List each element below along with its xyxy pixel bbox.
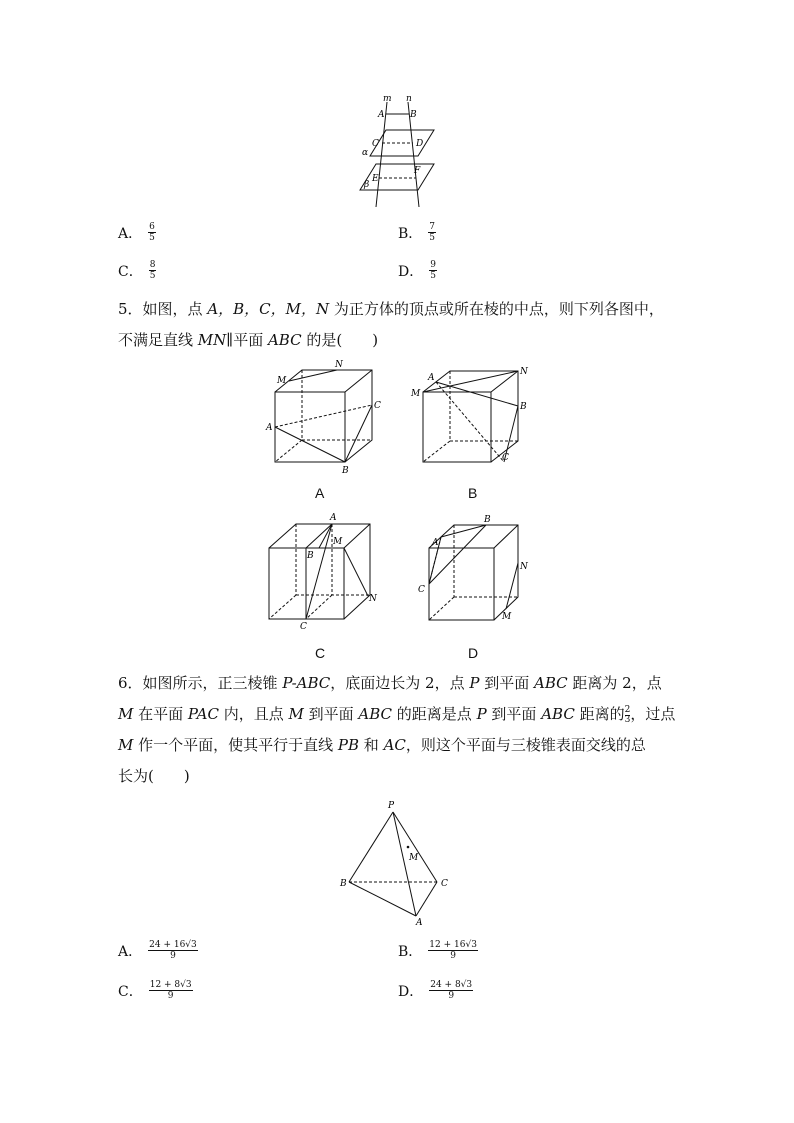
option-fraction: $\frac{24 + 8√3}{9}$ bbox=[430, 980, 473, 1001]
q5-cube-c bbox=[260, 510, 390, 635]
q4-label-B: B bbox=[410, 110, 417, 120]
option-fraction: $\frac{6}{5}$ bbox=[149, 222, 155, 243]
q6-tetrahedron bbox=[335, 798, 460, 928]
q5-line1: 5．如图，点 A，B，C，M，N 为正方体的顶点或所在棱的中点，则下列各图中， bbox=[118, 300, 664, 318]
q5-caption-b: B bbox=[468, 485, 478, 501]
q5a-label-A: A bbox=[266, 423, 273, 433]
q4-label-alpha: α bbox=[362, 148, 369, 158]
option-fraction: $\frac{12 + 16√3}{9}$ bbox=[429, 940, 477, 961]
q4-label-beta: β bbox=[364, 180, 370, 190]
q5b-label-C: C bbox=[502, 453, 509, 463]
fraction-two-thirds: $\frac{2}{3}$ bbox=[624, 704, 631, 725]
option-fraction: $\frac{12 + 8√3}{9}$ bbox=[149, 980, 192, 1001]
q6-label-A: A bbox=[416, 918, 423, 928]
option-fraction: $\frac{7}{5}$ bbox=[429, 222, 436, 243]
q4-option-c[interactable] bbox=[118, 260, 156, 281]
q5c-label-N: N bbox=[369, 594, 377, 604]
q5b-label-B: B bbox=[520, 402, 527, 412]
q5b-label-A: A bbox=[428, 373, 435, 383]
q6-option-a[interactable] bbox=[118, 940, 198, 961]
option-letter: D． bbox=[398, 983, 424, 1000]
q5-cube-d bbox=[412, 515, 537, 630]
q4-label-E: E bbox=[372, 174, 379, 184]
option-letter: C． bbox=[118, 983, 143, 1000]
q5a-label-C: C bbox=[374, 401, 381, 411]
q5d-label-B: B bbox=[484, 515, 491, 525]
q6-line1: 6．如图所示，正三棱锥 P-ABC，底面边长为 2，点 P 到平面 ABC 距离为 2，点 bbox=[118, 674, 662, 692]
q5c-label-M: M bbox=[333, 537, 343, 547]
option-fraction: $\frac{24 + 16√3}{9}$ bbox=[149, 940, 197, 961]
q4-label-C: C bbox=[372, 139, 379, 149]
q5-caption-d: D bbox=[468, 645, 479, 661]
q4-option-d[interactable] bbox=[398, 260, 437, 281]
q6-label-M: M bbox=[409, 853, 419, 863]
q5a-label-M: M bbox=[277, 376, 287, 386]
q5c-label-C: C bbox=[300, 622, 307, 632]
q5b-label-N: N bbox=[520, 367, 528, 377]
q5-cube-b bbox=[408, 360, 533, 480]
q5-cube-a bbox=[262, 358, 387, 478]
option-letter: D． bbox=[398, 263, 424, 280]
q6-stem bbox=[118, 668, 678, 792]
q5c-label-B: B bbox=[307, 551, 314, 561]
q4-label-D: D bbox=[416, 139, 424, 149]
q5a-label-N: N bbox=[335, 360, 343, 370]
q4-label-A: A bbox=[378, 110, 385, 120]
q5d-label-C: C bbox=[418, 585, 425, 595]
q4-label-F: F bbox=[414, 166, 421, 176]
q4-figure bbox=[350, 92, 445, 210]
q6-line4: 长为( ) bbox=[118, 767, 190, 785]
q5b-label-M: M bbox=[411, 389, 421, 399]
option-letter: A． bbox=[118, 225, 143, 242]
q4-label-m: m bbox=[383, 94, 392, 104]
option-letter: C． bbox=[118, 263, 143, 280]
q6-option-b[interactable] bbox=[398, 940, 478, 961]
q5d-label-A: A bbox=[432, 538, 439, 548]
q6-line2: M 在平面 PAC 内，且点 M 到平面 ABC 的距离是点 P 到平面 ABC 距离的 $\frac{2}{3}$ ，过点 bbox=[118, 704, 676, 725]
q5-stem bbox=[118, 294, 678, 356]
q5d-label-M: M bbox=[502, 612, 512, 622]
q5a-label-B: B bbox=[342, 466, 349, 476]
q6-option-d[interactable] bbox=[398, 980, 473, 1001]
q4-option-a[interactable] bbox=[118, 222, 156, 243]
q4-label-n: n bbox=[406, 94, 412, 104]
option-fraction: $\frac{8}{5}$ bbox=[149, 260, 156, 281]
option-letter: A． bbox=[118, 943, 143, 960]
q5c-label-A: A bbox=[330, 513, 337, 523]
q6-label-B: B bbox=[340, 879, 347, 889]
q5-line2: 不满足直线 MN∥平面 ABC 的是( ) bbox=[118, 331, 379, 349]
q6-label-P: P bbox=[388, 801, 395, 811]
option-fraction: $\frac{9}{5}$ bbox=[430, 260, 436, 281]
q6-line3: M 作一个平面，使其平行于直线 PB 和 AC，则这个平面与三棱锥表面交线的总 bbox=[118, 736, 646, 754]
option-letter: B． bbox=[398, 225, 423, 242]
q5-caption-a: A bbox=[315, 485, 325, 501]
q6-option-c[interactable] bbox=[118, 980, 193, 1001]
option-letter: B． bbox=[398, 943, 423, 960]
q5-caption-c: C bbox=[315, 645, 326, 661]
q6-label-C: C bbox=[441, 879, 448, 889]
q5d-label-N: N bbox=[520, 562, 528, 572]
q4-option-b[interactable] bbox=[398, 222, 436, 243]
